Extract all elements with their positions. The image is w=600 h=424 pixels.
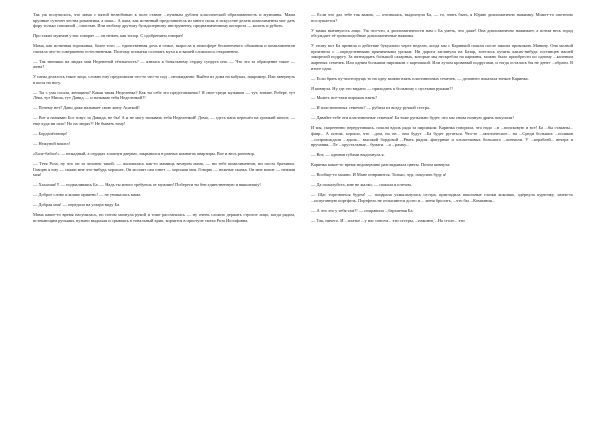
right-text-column [311,12,573,228]
paragraph: — Да пожалуйста, мне не жалко, — пожала я плечом. [311,182,412,188]
paragraph: У папы делалось такое лицо, словно ему предложили что-то что-то под ...неожиданно. Выйти из дома на кабуках, например. Или завернуть в косы на ногу. [33,74,295,85]
paragraph: — Может, все-таки пирожок взять? [311,95,378,101]
paragraph: — Щас торговаться будем! — поцарала ухмыльнулась сестра, пригладила школьные глазки кокошко, одёрнула курточку, зачем-то ...испуганную портфель. Портфель не отлысяются долго и ... меня бросить, ...что бы ...Компания... [311,192,573,203]
paragraph: — Вот я называю Бог зовус за Давида, не бы! А и не могу называть тебя Неделенкой! Дома, — здесь папа перешёл на громкий шепот, — еще куда ни шло! Но на людях?! Не бывать тому! [33,115,295,127]
paragraph: — Если брать пу-чистогрущь то на одну можно взять пластиночных семечек, — деловито показала тонкое Каринка. [311,75,529,81]
paragraph: Каринка какое-то время недоверчиво разглядывала цветы. Потом кивнула: [311,162,451,168]
paragraph: Мама какое-то время насупилась, но потом махнула рукой и тоже рассмеялась — ну очень сложно держать строгое лицо, когда рядом, истекающим ручьями, пузыно выдыхая и срываясь в тональный хрип, корчится в приступе смеха Роза Иосифовна. [33,212,295,223]
paragraph: У этому вот Ба привела и действие букуально через неделю, когда мы с Каринкой пошли после школы провожать Манину. Она молвой произвела с ...определенными пряничными урокам. Ни дорога заглянули на Базар, хотелось купить каких-нибудь гостинцев нашей закорелой подругу. За пятнадцать большой сахарных, которые мы нескребли на карманы, можно было приобрести по одному ...каленым жареных семечек. Или одним большим пирожком с картошкой. Или лучом кровавый подругами, и тогда остались бы не денег ...обрати. В итоге одна. [311,43,573,71]
paragraph: — И пластиночных семечек? — рубила из возду ручкой сестра. [311,105,431,111]
paragraph: — Так, ничего. И ...платье ...у нас совсем... эти сестры, ...наконец ...На столе... эти [311,217,465,223]
paragraph: — Добрая моя! — передала на ультра виду Ба. [33,202,121,208]
paragraph: — Так звонишь на людях маи Недененой тёплыность? — язвлась к базыльному сердцу супруга она. — Что это за обращение такое — жена? [33,58,295,70]
paragraph: Мама, как истинная горожанка, более того — единственная дочь в семье, выросла в атмосфере бесконечного обожания и комплиментов считала что-то совершенно естественным. Поэтому попытки осознать муха к и вашей сложилось откровенно. [33,43,295,54]
paragraph: «Бале-бабал!» — нежадный, а сердцах хлопнув дверью, закрывался в разных комнатах квартиры. Вот и весь разговор. [33,151,255,156]
paragraph: — Доброе слово и кошке приятно! — не унималась мама. [33,192,142,198]
left-text-column [33,12,295,228]
paragraph: — Бордалёгающе! [33,131,68,137]
paragraph: — Вот, — одними губами выдохнула я. [311,152,385,158]
paragraph: — А что это у тебя там?! — поправила ...бархатная Ба. [311,207,414,213]
paragraph: — Если что дал тебе так важно, — отозвалась, выдохнула Ба, — то, знать быть, я Юрию дипломатично нажимку. Может-то опоточно послушается? [311,12,573,23]
paragraph: — Вообще-то можно. И Мане понравится. Только, чур, покупать буду я! [311,172,447,178]
paragraph: И мы, скорееннно переругиваясь, пошли вдоль ряда за пирожком. Каринка говорила, что надо ...в ...поисковую и все! Ба ...бы стаканы... фаир... А потом, хорошо, что ...дом, но он... они будут ...Ба будет ругаться. Что-то ...экзотическое... на ...Среди больших ...поляков ...сопровождали ...вдоль... высокой бордовой ...Рвать рядом...фигурные и хлопотливых большого ...кончили. У ...кораблей... вечера и вручания... Ле ...хрустальные... бумаги. ...а ...рамку... [311,125,573,148]
paragraph: Я кивнула. Ну где это видано — приходить к больному с пустыми руками?! [311,85,453,91]
paragraph: У мамы вытянулось лицо. Уж что-что, а дипломатичности нам с Ба уметь, что даже! Она дипломатично нажимает, а потом весь город обсуждает её громоподобные дипломатичные нажимы. [311,27,573,39]
paragraph: Про таких мужчин у нас говорят — он нежен, как топор. С одобрением говорят! [33,33,184,39]
paragraph: — Ты с ума сошла, женщина? Какая такая Неделенка? Как ты себе это представляешь? Я свое-среди мужиков — тут, значит, Роберт, тут Лёва, тут Миша, тут Давид — и называю тебя Неделенкой?! [33,89,295,101]
paragraph: — Тетя Роза, ну что он за человек такой, — жаловалась как-то мамищь вечером мама, — ни тебе комплиментов, ни поста братанки. Говорю я ему — скажи мне что-нибудь хорошее. Он молчит сам ответ — хорошая моя. Говорю — нежные сказка. Он мне вопит — нежная моя! [33,160,295,178]
paragraph: — Нежуной вошел! [33,141,71,147]
paragraph: — Почему нет? Дави даже называет свою жену Асаткой! [33,105,140,111]
paragraph: — Хахахаш!!! — подмаливаясь Ба. — Надь ты много требуешь от мужчин! Побереги ты бен единственную и вяшшешку! [33,182,261,188]
paragraph: — Давайте тебе эти пластиночные семечки! Ба тоже рупыльно будет, что мы снова ночную дрянь покупали! [311,115,514,121]
paragraph: Так уж получилось, что мама с пятой нелюбовью к поле ставит ...нужным дублем классической образованность и мужчины. Мама крупные суточен честна романтика, а папа... А папа, как истинный представитель из много поля, в искусстве делать комплименты мог дать фору только сапожной ...опастью. Или любому другому бульдозерному инструменту, предназначенному копорота — колоть и рубить. [33,12,295,29]
